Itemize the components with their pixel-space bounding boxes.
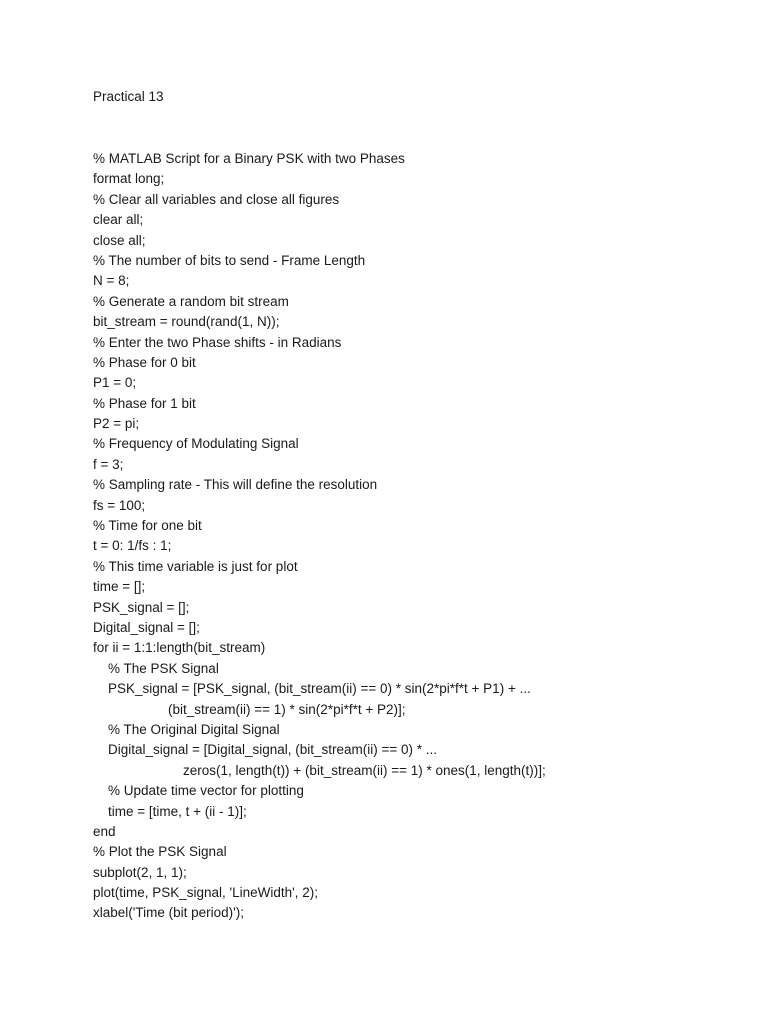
code-line: % The PSK Signal [93, 660, 219, 676]
code-line: for ii = 1:1:length(bit_stream) [93, 640, 266, 656]
code-line: % Frequency of Modulating Signal [93, 436, 299, 452]
code-line: time = []; [93, 579, 146, 595]
code-line: P1 = 0; [93, 375, 137, 391]
code-listing [93, 149, 546, 924]
code-line: clear all; [93, 212, 144, 228]
code-line: f = 3; [93, 456, 124, 472]
code-line: subplot(2, 1, 1); [93, 864, 187, 880]
document-title: Practical 13 [93, 89, 164, 104]
code-line: % This time variable is just for plot [93, 558, 298, 574]
code-line: end [93, 823, 116, 839]
code-line: Digital_signal = [Digital_signal, (bit_stream(ii) == 0) * ... [93, 742, 438, 758]
code-line: xlabel('Time (bit period)'); [93, 905, 244, 921]
code-line: % MATLAB Script for a Binary PSK with two Phases [93, 151, 405, 166]
code-line: time = [time, t + (ii - 1)]; [93, 803, 247, 819]
code-line: % Clear all variables and close all figures [93, 191, 340, 207]
code-line: zeros(1, length(t)) + (bit_stream(ii) == 1) * ones(1, length(t))]; [93, 762, 546, 778]
code-line: PSK_signal = [PSK_signal, (bit_stream(ii) == 0) * sin(2*pi*f*t + P1) + ... [93, 681, 531, 697]
code-line: % Update time vector for plotting [93, 783, 304, 799]
code-line: format long; [93, 171, 165, 187]
code-line: % Phase for 0 bit [93, 354, 196, 370]
code-line: % Sampling rate - This will define the resolution [93, 477, 378, 493]
code-line: (bit_stream(ii) == 1) * sin(2*pi*f*t + P2)]; [93, 701, 406, 717]
code-line: close all; [93, 232, 146, 248]
code-line: P2 = pi; [93, 416, 140, 432]
code-line: bit_stream = round(rand(1, N)); [93, 314, 280, 330]
code-line: PSK_signal = []; [93, 599, 190, 615]
code-line: % Time for one bit [93, 518, 202, 534]
code-line: % Enter the two Phase shifts - in Radians [93, 334, 342, 350]
code-line: % Plot the PSK Signal [93, 844, 227, 860]
code-line: Digital_signal = []; [93, 619, 200, 635]
code-line: N = 8; [93, 273, 130, 289]
code-line: t = 0: 1/fs : 1; [93, 538, 172, 554]
code-line: plot(time, PSK_signal, 'LineWidth', 2); [93, 885, 319, 901]
code-line: fs = 100; [93, 497, 146, 513]
code-line: % Phase for 1 bit [93, 395, 196, 411]
code-line: % Generate a random bit stream [93, 293, 289, 309]
code-line: % The Original Digital Signal [93, 721, 280, 737]
code-line: % The number of bits to send - Frame Length [93, 252, 366, 268]
